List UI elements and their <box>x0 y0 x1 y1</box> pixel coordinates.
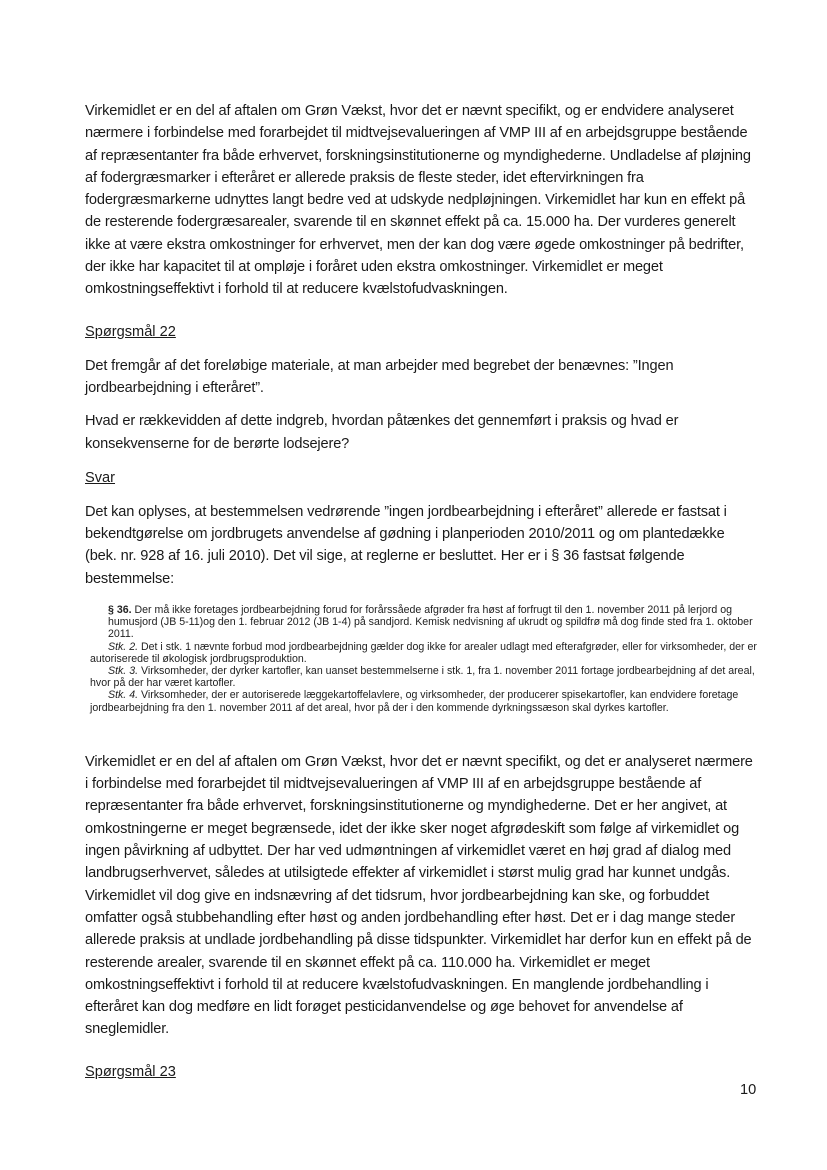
question-22-paragraph-2: Hvad er rækkevidden af dette indgreb, hvordan påtænkes det gennemført i praksis og hvad er konsekvenserne for de berørte lodsejere? <box>85 413 679 452</box>
document-page <box>85 100 757 1083</box>
law-stk-2-label: Stk. 2. <box>108 640 139 653</box>
law-excerpt <box>90 604 757 714</box>
law-section-36 <box>90 604 757 641</box>
heading-question-22: Spørgsmål 22 <box>85 323 176 340</box>
answer-paragraph-1: Det kan oplyses, at bestemmelsen vedrørende ”ingen jordbearbejdning i efteråret” allerede er fastsat i bekendtgørelse om jordbrugets anvendelse af gødning i planperioden 2010/2011 og om plantedække (bek. nr. 928 af 16. juli 2010). Det vil sige, at reglerne er besluttet. Her er i § 36 fastsat følgende bestemmelse: <box>85 503 727 587</box>
law-stk-3 <box>90 665 757 689</box>
law-stk-3-text: Virksomheder, der dyrker kartofler, kan uanset bestemmelserne i stk. 1, fra 1. november 2011 fortage jordbearbejdning af det areal, hvor på der har været kartofler. <box>90 665 755 690</box>
law-section-36-label: § 36. <box>108 604 132 617</box>
heading-question-23: Spørgsmål 23 <box>85 1063 176 1080</box>
law-stk-4 <box>90 689 757 713</box>
law-stk-2-text: Det i stk. 1 nævnte forbud mod jordbearbejdning gælder dog ikke for arealer udlagt med efterafgrøder, eller for virksomheder, der er autoriserede til økologisk jordbrugsproduktion. <box>90 640 757 665</box>
law-section-36-text: Der må ikke foretages jordbearbejdning forud for forårssåede afgrøder fra høst af forfrugt til den 1. november 2011 på lerjord og humusjord (JB 5-11)og den 1. februar 2012 (JB 1-4) på sandjord. Kemisk nedvisning af ukrudt og spildfrø må dog finde sted fra 1. oktober 2011. <box>108 604 753 641</box>
law-stk-3-label: Stk. 3. <box>108 665 139 678</box>
paragraph-1: Virkemidlet er en del af aftalen om Grøn Vækst, hvor det er nævnt specifikt, og er endvidere analyseret nærmere i forbindelse med forarbejdet til midtvejsevalueringen af VMP III af en arbejdsgruppe bestående af repræsentanter fra både erhvervet, forskningsinstitutionerne og myndighederne. Undladelse af pløjning af fodergræsmarker i efteråret er allerede praksis de fleste steder, idet eftervirkningen fra fodergræsmarkerne udnyttes langt bedre ved at udskyde nedpløjningen. Virkemidlet har kun en effekt på de resterende fodergræsarealer, svarende til en skønnet effekt på ca. 15.000 ha. Der vurderes generelt ikke at være ekstra omkostninger for erhvervet, men der kan dog være øgede omkostninger på bedrifter, der ikke har kapacitet til at ompløje i foråret uden ekstra omkostninger. Virkemidlet er meget omkostningseffektivt i forhold til at reducere kvælstofudvaskningen. <box>85 103 751 298</box>
heading-answer: Svar <box>85 469 116 486</box>
page-number: 10 <box>740 1082 757 1098</box>
paragraph-2: Virkemidlet er en del af aftalen om Grøn Vækst, hvor det er nævnt specifikt, og det er analyseret nærmere i forbindelse med forarbejdet til midtvejsevalueringen af VMP III af en arbejdsgruppe bestående af repræsentanter fra både erhvervet, forskningsinstitutionerne og myndighederne. Det er her angivet, at omkostningerne er meget begrænsede, idet der ikke sker noget afgrødeskift som følge af virkemidlet og ingen påvirkning af udbyttet. Der har ved udmøntningen af virkemidlet været en høj grad af dialog med landbrugserhvervet, således at utilsigtede effekter af virkemidlet i størst mulig grad har kunnet undgås. Virkemidlet vil dog give en indsnævring af det tidsrum, hvor jordbearbejdning kan ske, og forbuddet omfatter også stubbehandling efter høst og anden jordbehandling efter høst. Det er i dag mange steder allerede praksis at undlade jordbehandling på disse tidspunkter. Virkemidlet har derfor kun en effekt på de resterende arealer, svarende til en skønnet effekt på ca. 110.000 ha. Virkemidlet er meget omkostningseffektivt i forhold til at reducere kvælstofudvaskningen. En manglende jordbehandling i efteråret kan dog medføre en lidt forøget pesticidanvendelse og øge behovet for anvendelse af sneglemidler. <box>85 753 753 1038</box>
law-stk-4-label: Stk. 4. <box>108 689 139 702</box>
question-22-paragraph-1: Det fremgår af det foreløbige materiale, at man arbejder med begrebet der benævnes: ”Ingen jordbearbejdning i efteråret”. <box>85 357 674 396</box>
law-stk-4-text: Virksomheder, der er autoriserede læggekartoffelavlere, og virksomheder, der producerer spisekartofler, kan endvidere foretage jordbearbejdning fra den 1. november 2011 af det areal, hvor på der i den kommende dyrkningssæson skal dyrkes kartofler. <box>90 689 739 714</box>
law-stk-2 <box>90 641 757 665</box>
